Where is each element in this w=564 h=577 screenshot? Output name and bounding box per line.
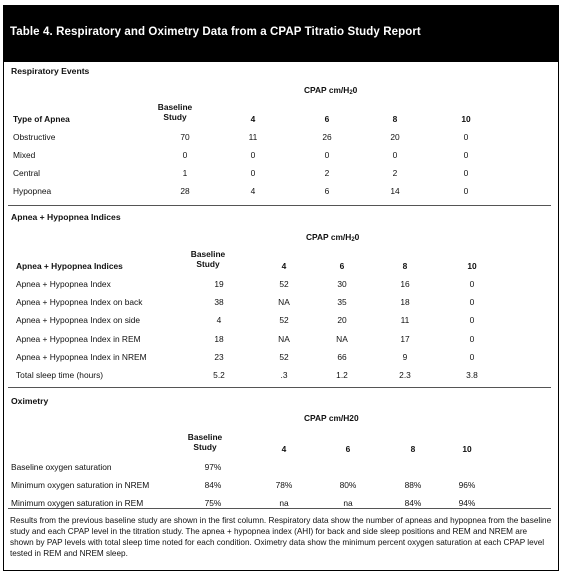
row-label: Apnea + Hypopnea Index: [16, 279, 111, 289]
table-cell: 70: [180, 132, 190, 142]
table-cell: 66: [337, 351, 347, 362]
table-cell: 0: [324, 150, 330, 160]
table-cell: 16: [400, 279, 410, 289]
ahi-heading: Apnea + Hypopnea Indices: [11, 212, 121, 222]
table-cell: 18: [214, 333, 224, 344]
table-cell: 9: [402, 351, 408, 362]
table-cell: 0: [469, 351, 475, 362]
respiratory-cpap-label: CPAP $cm/H_20$: [304, 85, 358, 96]
table-cell: 96%: [458, 480, 476, 490]
column-header: 6: [324, 114, 330, 124]
footnote: Results from the previous baseline study are shown in the first column. Respiratory data show the number of apneas and hypopnea from the baseline study and each CPAP level in the titration study. The apnea + hypopnea index (AHI) for back and side sleep positions and REM and NREM are shown by PAP levels with total sleep time noted for each condition. Oximetry data show the minimum percent oxygen saturation at each CPAP level tested in REM and NREM sleep.: [10, 516, 552, 558]
table-cell: 94%: [458, 498, 476, 508]
table-cell: 88%: [404, 480, 422, 490]
respiratory-heading: Respiratory Events: [11, 66, 90, 76]
table-cell: NA: [278, 297, 290, 308]
row-label: Apnea + Hypopnea Index in REM: [16, 333, 141, 344]
table-cell: 17: [400, 333, 410, 344]
table-title: Table 4. Respiratory and Oximetry Data from a CPAP Titratio Study Report: [10, 26, 421, 38]
section-divider: [8, 205, 551, 206]
table-cell: 78%: [275, 480, 293, 490]
column-header: 10: [462, 444, 472, 454]
row-label: Apnea + Hypopnea Index in NREM: [16, 351, 147, 362]
table-cell: 84%: [204, 480, 222, 490]
table-cell: 0: [469, 279, 475, 289]
table-cell: 20: [337, 315, 347, 326]
ahi-col0-header: Apnea + Hypopnea Indices: [16, 261, 123, 271]
table-cell: 11: [400, 315, 410, 326]
table-cell: 2.3: [399, 370, 411, 380]
table-cell: 28: [180, 186, 190, 196]
table-cell: 0: [250, 150, 256, 160]
row-label: Central: [13, 168, 40, 178]
table-cell: 80%: [339, 480, 357, 490]
column-header: 8: [402, 261, 408, 271]
row-label: Minimum oxygen saturation in NREM: [11, 480, 150, 490]
column-header: 6: [339, 261, 345, 271]
table-cell: 19: [214, 279, 224, 289]
column-header: 8: [392, 114, 398, 124]
section-divider: [8, 387, 551, 388]
column-header: 10: [467, 261, 477, 271]
oximetry-baseline-header: Baseline Study: [187, 432, 223, 452]
row-label: Hypopnea: [13, 186, 52, 196]
table-cell: 1: [182, 168, 188, 178]
table-cell: 52: [279, 315, 289, 326]
table-cell: 11: [248, 132, 258, 142]
table-cell: 38: [214, 297, 224, 308]
table-cell: 0: [469, 297, 475, 308]
table-cell: 52: [279, 279, 289, 289]
section-divider: [8, 508, 551, 509]
row-label: Obstructive: [13, 132, 56, 142]
row-label: Baseline oxygen saturation: [11, 462, 112, 472]
table-cell: 23: [214, 351, 224, 362]
table-cell: 0: [463, 132, 469, 142]
oximetry-cpap-label: CPAP cm/H20: [304, 413, 359, 423]
respiratory-col0-header: Type of Apnea: [13, 114, 70, 124]
table-cell: 52: [279, 351, 289, 362]
table-cell: 0: [463, 168, 469, 178]
table-cell: 0: [463, 186, 469, 196]
row-label: Apnea + Hypopnea Index on side: [16, 315, 141, 326]
table-cell: 18: [400, 297, 410, 308]
row-label: Apnea + Hypopnea Index on back: [16, 297, 143, 308]
column-header: 4: [281, 261, 287, 271]
table-cell: 26: [322, 132, 332, 142]
table-cell: 97%: [204, 462, 222, 472]
table-cell: 0: [392, 150, 398, 160]
table-cell: 3.8: [466, 370, 478, 380]
table-cell: 4: [250, 186, 256, 196]
table-cell: .3: [280, 370, 288, 380]
row-label: Minimum oxygen saturation in REM: [11, 498, 144, 508]
column-header: 10: [461, 114, 471, 124]
column-header: 8: [410, 444, 416, 454]
table-cell: 5.2: [213, 370, 225, 380]
table-cell: 84%: [404, 498, 422, 508]
table-cell: 4: [216, 315, 222, 326]
table-cell: 1.2: [336, 370, 348, 380]
table-cell: 0: [250, 168, 256, 178]
oximetry-heading: Oximetry: [11, 396, 49, 406]
table-cell: 0: [469, 315, 475, 326]
ahi-baseline-header: Baseline Study: [190, 249, 226, 269]
table-cell: 2: [392, 168, 398, 178]
table-cell: 0: [463, 150, 469, 160]
table-cell: 75%: [204, 498, 222, 508]
column-header: 6: [345, 444, 351, 454]
column-header: 4: [281, 444, 287, 454]
table-cell: NA: [278, 333, 290, 344]
row-label: Total sleep time (hours): [16, 370, 104, 380]
table-cell: 2: [324, 168, 330, 178]
table-cell: 0: [469, 333, 475, 344]
table-cell: NA: [336, 333, 348, 344]
table-cell: na: [279, 498, 289, 508]
row-label: Mixed: [13, 150, 36, 160]
table-cell: na: [343, 498, 353, 508]
table-cell: 35: [337, 297, 347, 308]
table-cell: 0: [182, 150, 188, 160]
table-cell: 6: [324, 186, 330, 196]
respiratory-baseline-header: Baseline Study: [157, 102, 193, 122]
table-cell: 30: [337, 279, 347, 289]
ahi-cpap-label: CPAP $cm/H_20$: [306, 232, 360, 243]
column-header: 4: [250, 114, 256, 124]
table-cell: 20: [390, 132, 400, 142]
table-cell: 14: [390, 186, 400, 196]
